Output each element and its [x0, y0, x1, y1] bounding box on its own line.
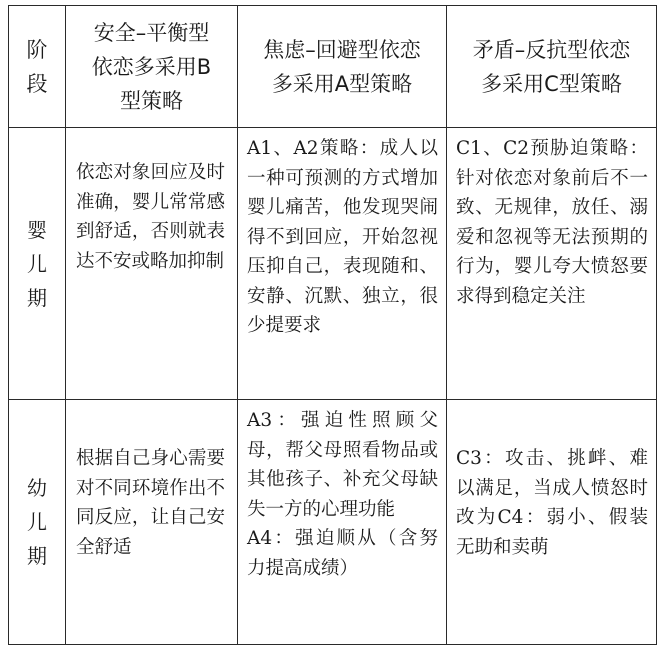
header-ambivalent-resistant: 矛盾–反抗型依恋 多采用C型策略: [447, 6, 657, 128]
table-row-toddler: [9, 400, 657, 645]
header-stage: 阶 段: [9, 6, 66, 128]
header-secure-balanced: 安全–平衡型 依恋多采用B 型策略: [66, 6, 238, 128]
table-row-infancy: [9, 128, 657, 400]
secure-balanced-cell: 根据自己身心需要对不同环境作出不同反应，让自己安全舒适: [66, 400, 238, 645]
stage-cell: [9, 400, 66, 645]
header-row: [9, 6, 657, 128]
stage-cell: [9, 128, 66, 400]
attachment-strategy-table: [8, 5, 657, 645]
secure-balanced-cell: 依恋对象回应及时准确，婴儿常常感到舒适，否则就表达不安或略加抑制: [66, 128, 238, 400]
anxious-avoidant-cell: A1、A2策略：成人以一种可预测的方式增加婴儿痛苦，他发现哭闹得不到回应，开始忽视压抑自己，表现随和、安静、沉默、独立，很少提要求: [238, 128, 447, 400]
stage-label: 婴儿期: [27, 217, 47, 310]
stage-label: 幼儿期: [27, 476, 47, 568]
anxious-avoidant-cell: A3：强迫性照顾父母，帮父母照看物品或其他孩子、补充父母缺失一方的心理功能 A4：强迫顺从（含努力提高成绩）: [238, 400, 447, 645]
ambivalent-resistant-cell: C3：攻击、挑衅、难以满足，当成人愤怒时改为C4：弱小、假装无助和卖萌: [447, 400, 657, 645]
ambivalent-resistant-cell: C1、C2预胁迫策略：针对依恋对象前后不一致、无规律，放任、溺爱和忽视等无法预期的行为，婴儿夸大愤怒要求得到稳定关注: [447, 128, 657, 400]
header-anxious-avoidant: 焦虑–回避型依恋 多采用A型策略: [238, 6, 447, 128]
